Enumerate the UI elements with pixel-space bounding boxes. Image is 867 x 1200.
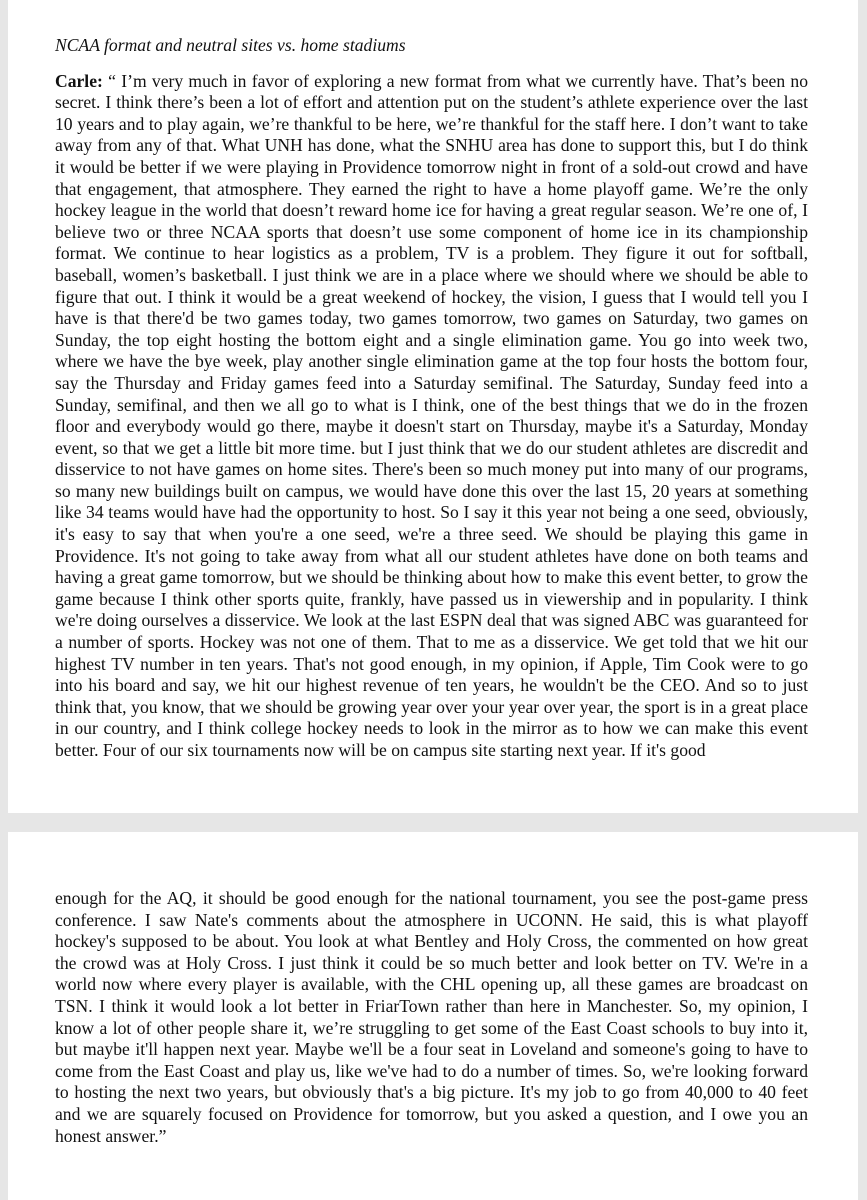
quote-text-1: “ I’m very much in favor of exploring a new format from what we currently have. That’s been no secret. I think there’s been a lot of effort and attention put on the student’s athlete experience over the last 10 years and to play again, we’re thankful to be here, we’re thankful for the staff here. I don’t want to take away from any of that. What UNH has done, what the SNHU area has done to support this, but I do think it would be better if we were playing in Providence tomorrow night in front of a sold-out crowd and have that engagement, that atmosphere. They earned the right to have a home playoff game. We’re the only hockey league in the world that doesn’t reward home ice for having a great regular season. We’re one of, I believe two or three NCAA sports that doesn’t use some component of home ice in its championship format. We continue to hear logistics as a problem, TV is a problem. They figure it out for softball, baseball, women’s basketball. I just think we are in a place where we should where we should be able to figure that out. I think it would be a great weekend of hockey, the vision, I guess that I would tell you I have is that there'd be two games today, two games tomorrow, two games on Saturday, two games on Sunday, the top eight hosting the bottom eight and a single elimination game. You go into week two, where we have the bye week, play another single elimination game at the top four hosts the bottom four, say the Thursday and Friday games feed into a Saturday semifinal. The Saturday, Sunday feed into a Sunday, semifinal, and then we all go to what is I think, one of the best things that we do in the frozen floor and everybody would go there, maybe it doesn't start on Thursday, maybe it's a Saturday, Monday event, so that we get a little bit more time. but I just think that we do our student athletes are discredit and disservice to not have games on home sites. There's been so much money put into many of our programs, so many new buildings built on campus, we would have done this over the last 15, 20 years at something like 34 teams would have had the opportunity to host. So I say it this year not being a one seed, obviously, it's easy to say that when you're a one seed, we're a three seed. We should be playing this game in Providence. It's not going to take away from what all our student athletes have done on both teams and having a great game tomorrow, but we should be thinking about how to make this event better, to grow the game because I think other sports quite, frankly, have passed us in viewership and in popularity. I think we're doing ourselves a disservice. We look at the last ESPN deal that was signed ABC was guaranteed for a number of sports. Hockey was not one of them. That to me as a disservice. We get told that we hit our highest TV number in ten years. That's not good enough, in my opinion, if Apple, Tim Cook were to go into his board and say, we hit our highest revenue of ten years, he wouldn't be the CEO. And so to just think that, you know, that we should be growing year over your year over year, the sport is in a great place in our country, and I think college hockey needs to look in the mirror as to how we can make this event better. Four of our six tournaments now will be on campus site starting next year. If it's good: [55, 70, 808, 760]
document-page-1: [8, 0, 858, 813]
page-2-content: [55, 888, 808, 1147]
quote-paragraph-1: [55, 71, 808, 762]
quote-paragraph-2: [55, 888, 808, 1147]
quote-text-2: enough for the AQ, it should be good enough for the national tournament, you see the post-game press conference. I saw Nate's comments about the atmosphere in UCONN. He said, this is what playoff hockey's supposed to be about. You look at what Bentley and Holy Cross, the commented on how great the crowd was at Holy Cross. I just think it could be so much better and look better on TV. We're in a world now where every player is available, with the CHL opening up, all these games are broadcast on TSN. I think it would look a lot better in FriarTown rather than here in Manchester. So, my opinion, I know a lot of other people share it, we’re struggling to get some of the East Coast schools to buy into it, but maybe it'll happen next year. Maybe we'll be a four seat in Loveland and someone's going to have to come from the East Coast and play us, like we've had to do a number of times. So, we're looking forward to hosting the next two years, but obviously that's a big picture. It's my job to go from 40,000 to 40 feet and we are squarely focused on Providence for tomorrow, but you asked a question, and I owe you an honest answer.”: [55, 888, 808, 1146]
page-1-content: [55, 35, 808, 762]
section-heading: NCAA format and neutral sites vs. home stadiums: [55, 35, 406, 55]
document-page-2: [8, 832, 858, 1200]
speaker-label: Carle:: [55, 70, 103, 91]
